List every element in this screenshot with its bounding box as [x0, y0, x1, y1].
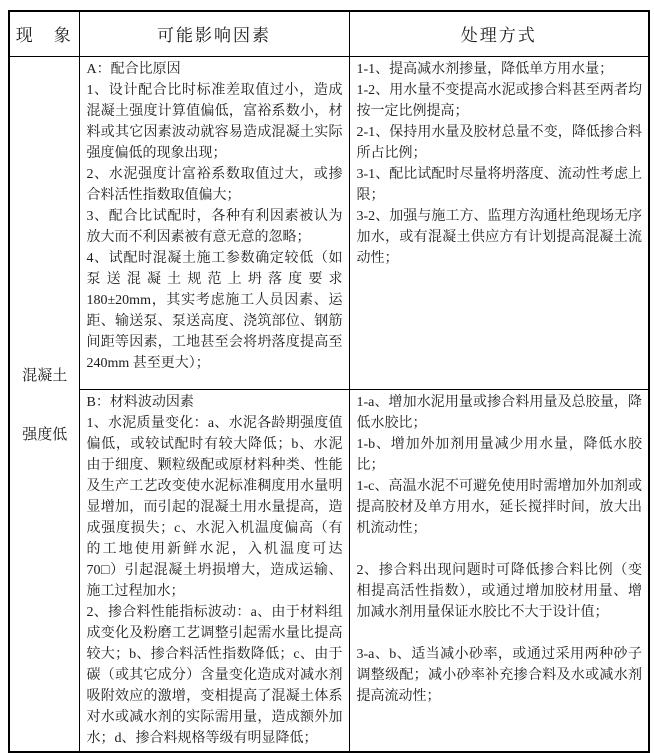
paragraph: 3-2、加强与施工方、监理方沟通杜绝现场无序加水，或有混凝土供应方有计划提高混凝土流动性；: [356, 208, 642, 266]
concrete-strength-factors-table: [8, 10, 650, 753]
paragraph: 1-a、增加水泥用量或掺合料用量及总胶量，降低水胶比；: [356, 394, 642, 431]
header-phenomenon: 现 象: [9, 11, 79, 56]
paragraph: 2、水泥强度计富裕系数取值过大，或掺合料活性指数取值偏大；: [86, 166, 343, 203]
section-a-row: [9, 56, 649, 389]
paragraph: 4、试配时混凝土施工参数确定较低（如泵送混凝土规范上坍落度要求 180±20mm，其实考虑施工人员因素、运距、输送泵、泵送高度、浇筑部位、钢筋间距等因素，工地甚至会将坍落度提高至 240mm 甚至更大）；: [86, 250, 343, 371]
paragraph: B：材料波动因素: [86, 394, 194, 410]
header-factors: 可能影响因素: [79, 11, 349, 56]
phenomenon-label: [17, 59, 73, 749]
paragraph: 2-1、保持用水量及胶材总量不变，降低掺合料所占比例；: [356, 124, 642, 161]
paragraph: 1-c、高温水泥不可避免使用时需增加外加剂或提高胶材及单方用水，延长搅拌时间，放大出机流动性；: [356, 478, 642, 536]
paragraph: 3-1、配比试配时尽量将坍落度、流动性考虑上限；: [356, 166, 642, 203]
paragraph: 1-1、提高减水剂掺量，降低单方用水量；: [356, 61, 614, 77]
section-b-factors-cell: [79, 389, 349, 752]
phenomenon-cell: [9, 56, 79, 752]
paragraph: A：配合比原因: [86, 61, 181, 77]
paragraph: [357, 539, 643, 560]
table-header-row: [9, 11, 649, 56]
paragraph: 1、水泥质量变化：a、水泥各龄期强度值偏低，或较试配时有较大降低；b、水泥由于细度、颗粒级配或原材料种类、性能及生产工艺改变使水泥标准稠度用水量明显增加，而引起的混凝土用水量提高，造成强度损失；c、水泥入机温度偏高（有的工地使用新鲜水泥，入机温度可达 70□）引起混凝土坍损增大，造成运输、施工过程加水；: [86, 415, 343, 599]
paragraph: 2、掺合料出现问题时可降低掺合料比例（变相提高活性指数），或通过增加胶材用量、增加减水剂用量保证水胶比不大于设计值；: [356, 562, 642, 620]
header-treatment: 处理方式: [349, 11, 649, 56]
section-a-factors-cell: [79, 56, 349, 389]
paragraph: 3、配合比试配时，各种有利因素被认为放大而不利因素被有意无意的忽略；: [86, 208, 343, 245]
paragraph: [357, 623, 643, 644]
section-b-row: [9, 389, 649, 752]
phenomenon-line-1: 混凝土: [22, 367, 68, 384]
paragraph: 3-a、b、适当减小砂率，或通过采用两种砂子调整级配；减小砂率补充掺合料及水或减水剂提高流动性；: [356, 646, 642, 704]
phenomenon-line-2: 强度低: [22, 426, 68, 443]
paragraph: 1-b、增加外加剂用量减少用水量，降低水胶比；: [356, 436, 642, 473]
paragraph: 1、设计配合比时标准差取值过小，造成混凝土强度计算值偏低，富裕系数小，材料或其它因素波动就容易造成混凝土实际强度偏低的现象出现；: [86, 82, 343, 161]
paragraph: 2、掺合料性能指标波动：a、由于材料组成变化及粉磨工艺调整引起需水量比提高较大；b、掺合料活性指数降低；c、由于碳（或其它成分）含量变化造成对减水剂吸附效应的激增，变相提高了混凝土体系对水或减水剂的实际需用量，造成额外加水；d、掺合料规格等级有明显降低；: [86, 604, 343, 746]
section-a-treatments-cell: [349, 56, 649, 389]
paragraph: 1-2、用水量不变提高水泥或掺合料甚至两者均按一定比例提高；: [356, 82, 642, 119]
section-b-treatments-cell: [349, 389, 649, 752]
